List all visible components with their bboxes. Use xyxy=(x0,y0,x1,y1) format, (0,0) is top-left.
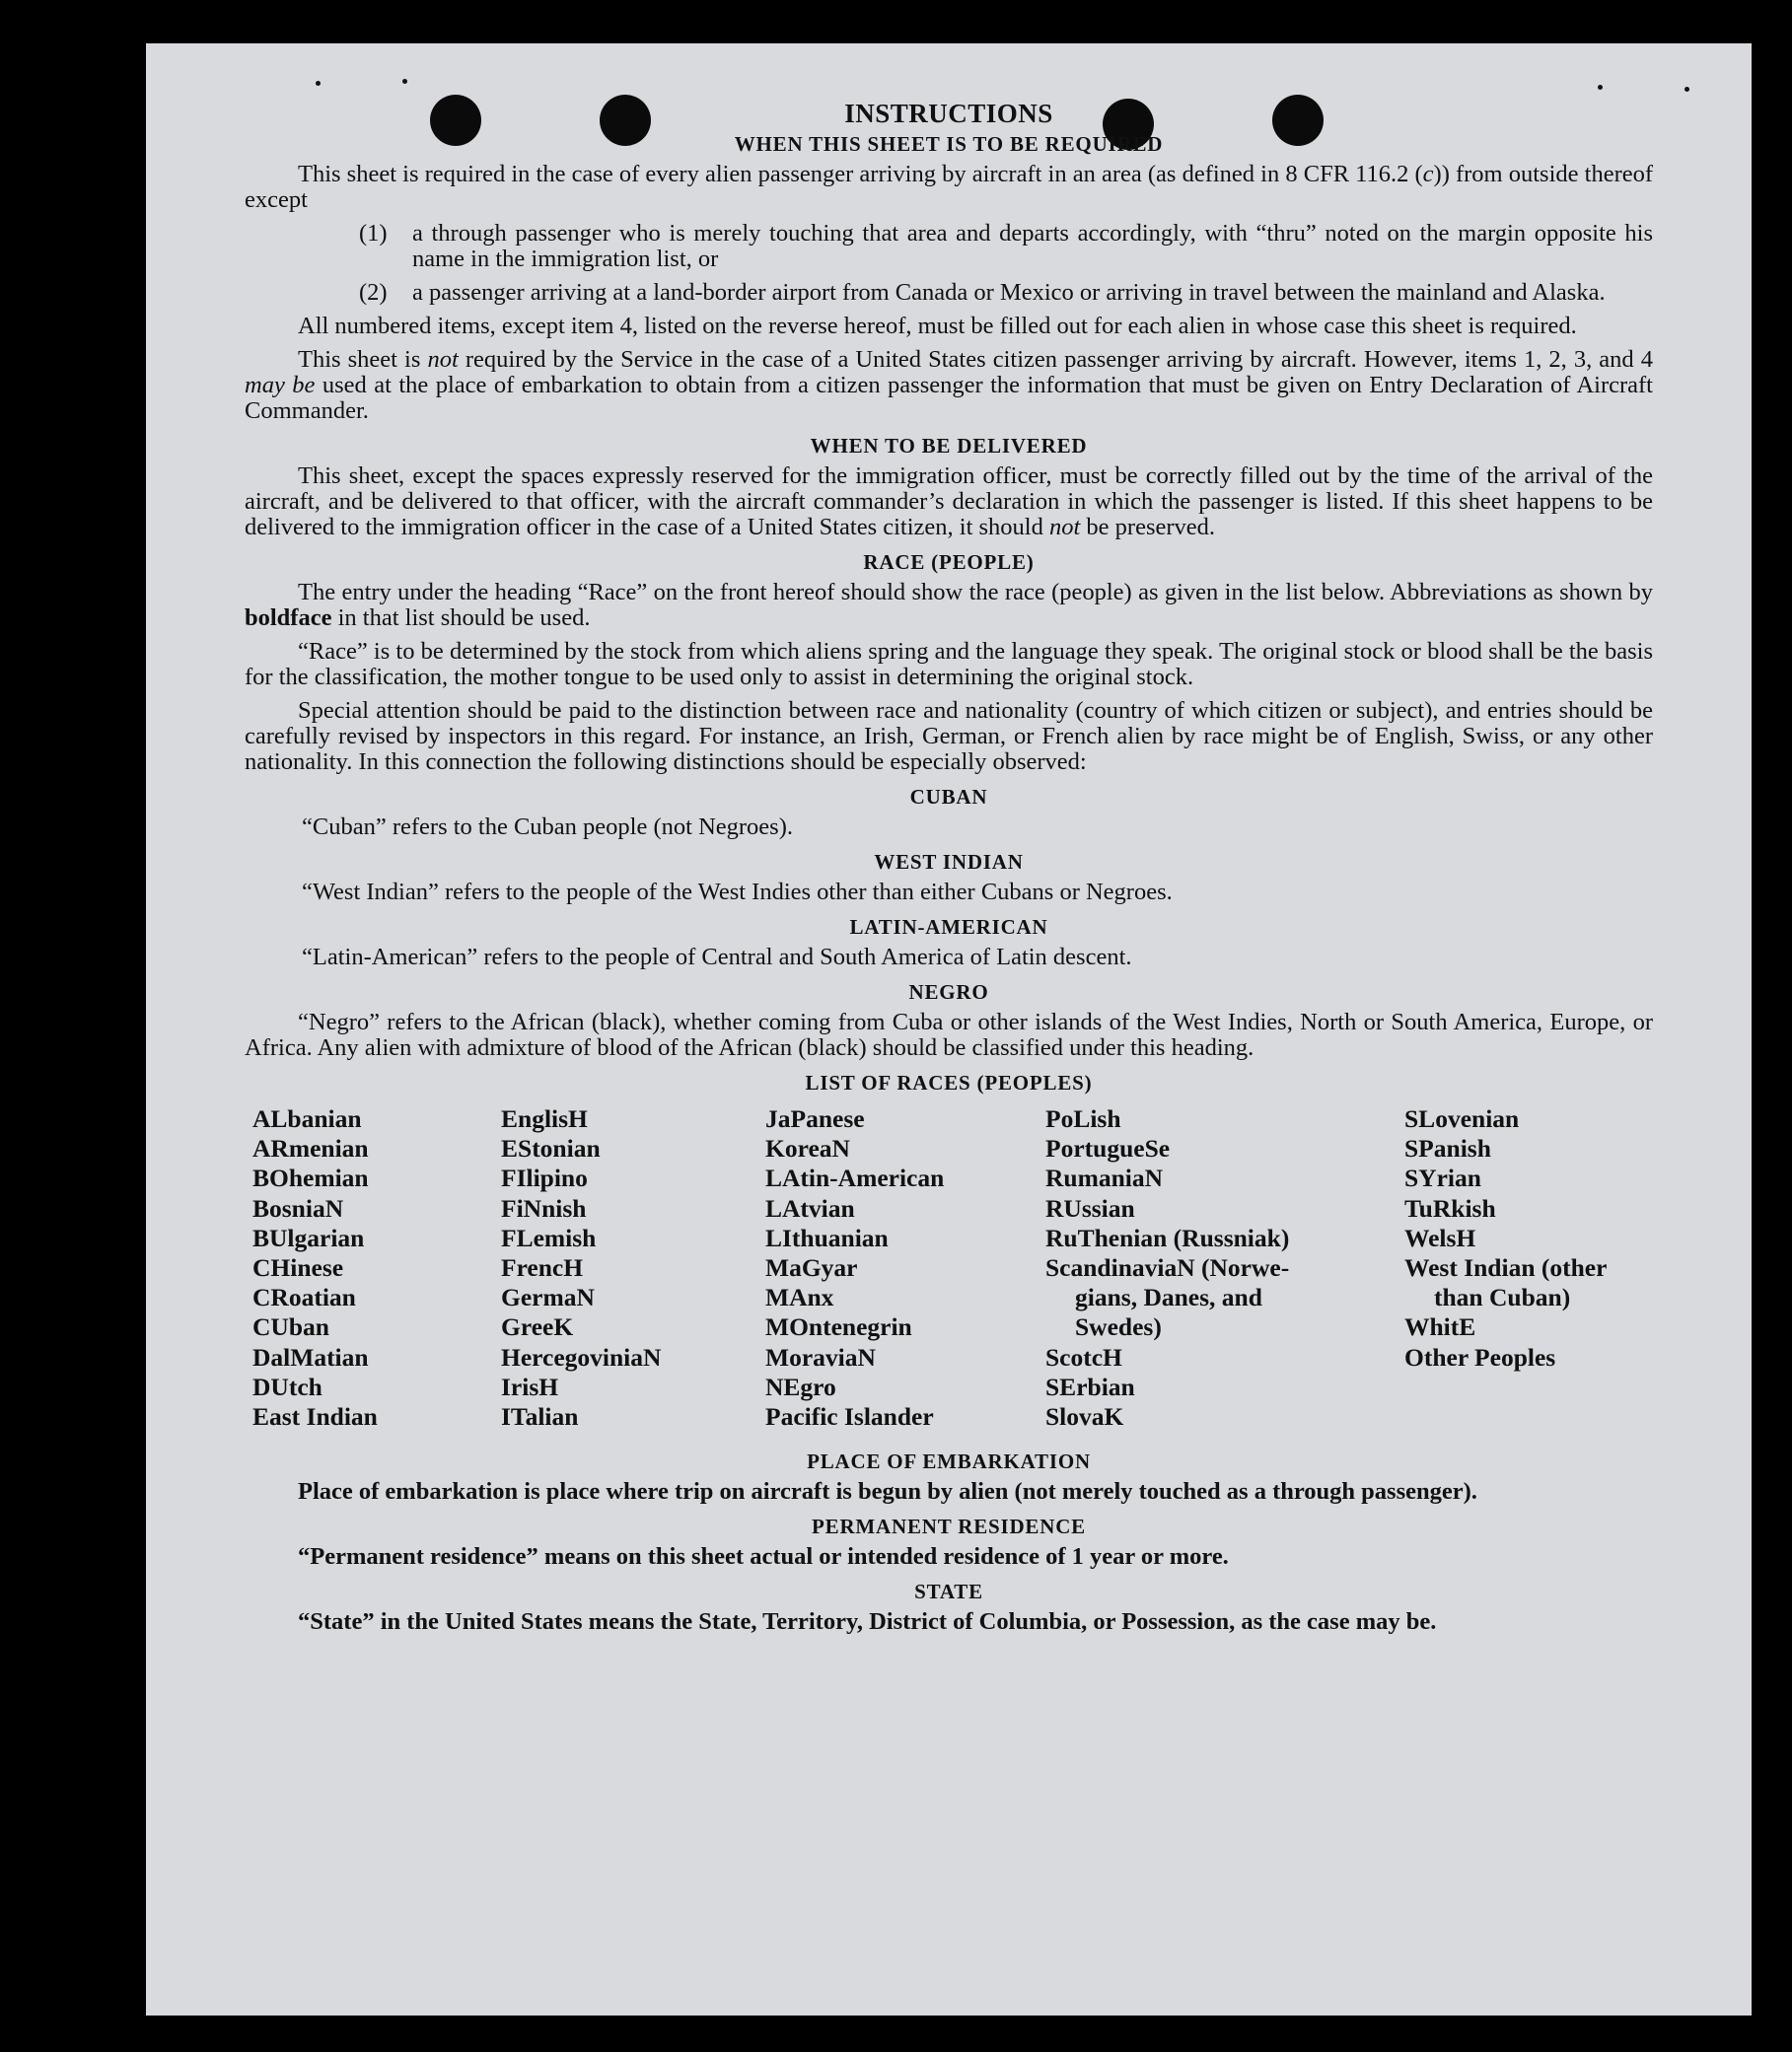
race-entry: CUban xyxy=(252,1312,329,1342)
paragraph: This sheet is not required by the Service in the case of a United States citizen passenger arriving by aircraft. However, items 1, 2, 3, and 4 may be used at the place of embarkation to obtain from a citizen passenger the information that must be given on Entry Declaration of Aircraft Commander. xyxy=(245,346,1654,424)
race-entry: CHinese xyxy=(252,1253,344,1283)
race-entry: CRoatian xyxy=(252,1283,356,1312)
race-entry: ScotcH xyxy=(1045,1342,1122,1372)
race-entry: GreeK xyxy=(501,1312,574,1342)
race-entry: WhitE xyxy=(1404,1312,1476,1342)
race-entry: IrisH xyxy=(501,1372,559,1401)
race-entry: EStonian xyxy=(501,1134,601,1164)
race-entry: KoreaN xyxy=(765,1134,850,1164)
paragraph: The entry under the heading “Race” on the front hereof should show the race (people) as given in the list below. Abbreviations as shown by boldface in that list should be used. xyxy=(245,579,1653,631)
race-entry: FIlipino xyxy=(501,1164,588,1193)
race-entry: DUtch xyxy=(252,1372,323,1401)
race-entry: WelsH xyxy=(1404,1223,1476,1252)
race-entry: JaPanese xyxy=(765,1104,865,1133)
list-item: (1) a through passenger who is merely touching that area and departs accordingly, with “thru” noted on the margin opposite his name in the immigration list, or xyxy=(359,220,1653,272)
race-entry: TuRkish xyxy=(1404,1193,1496,1223)
race-entry: ITalian xyxy=(501,1402,579,1432)
paragraph: “State” in the United States means the State, Territory, District of Columbia, or Possession, as the case may be. xyxy=(298,1608,1437,1635)
race-entry: RuThenian (Russniak) xyxy=(1045,1223,1290,1252)
race-entry: NEgro xyxy=(765,1372,836,1401)
race-entry: FrencH xyxy=(501,1253,584,1283)
race-entry: HercegoviniaN xyxy=(501,1342,662,1372)
race-entry: FLemish xyxy=(501,1223,597,1252)
race-entry: MoraviaN xyxy=(765,1342,876,1372)
race-entry: Swedes) xyxy=(1075,1312,1162,1342)
race-column xyxy=(1045,1104,1331,1432)
race-entry: SYrian xyxy=(1404,1164,1481,1193)
race-list xyxy=(245,1104,1653,1440)
race-entry: RumaniaN xyxy=(1045,1164,1164,1193)
paragraph: “Latin-American” refers to the people of Central and South America of Latin descent. xyxy=(302,944,1132,970)
race-entry: LIthuanian xyxy=(765,1223,889,1252)
race-entry: LAtvian xyxy=(765,1193,855,1223)
paragraph: “Negro” refers to the African (black), whether coming from Cuba or other islands of the West Indies, North or South America, Europe, or Africa. Any alien with admixture of blood of the African (black) should be classified under this heading. xyxy=(245,1009,1653,1061)
paragraph: This sheet, except the spaces expressly reserved for the immigration officer, must be correctly filled out by the time of the arrival of the aircraft, and be delivered to that officer, with the aircraft commander’s declaration in which the passenger is listed. If this sheet happens to be delivered to the immigration officer in the case of a United States citizen, it should not be preserved. xyxy=(245,462,1653,540)
section-heading: WEST INDIAN xyxy=(874,850,1024,874)
race-entry: BosniaN xyxy=(252,1193,344,1223)
paragraph: “Race” is to be determined by the stock from which aliens spring and the language they speak. The original stock or blood shall be the basis for the classification, the mother tongue to be used only to assist in determining the original stock. xyxy=(245,638,1653,690)
race-column xyxy=(501,1104,661,1432)
section-heading: LIST OF RACES (PEOPLES) xyxy=(805,1071,1093,1095)
race-entry: Other Peoples xyxy=(1404,1342,1556,1372)
page-title: INSTRUCTIONS xyxy=(844,99,1053,128)
paragraph: “West Indian” refers to the people of the West Indies other than either Cubans or Negroes. xyxy=(302,879,1173,905)
race-column xyxy=(765,1104,944,1432)
section-heading: NEGRO xyxy=(908,980,989,1004)
race-column xyxy=(1404,1104,1657,1373)
section-heading: CUBAN xyxy=(909,785,988,809)
race-entry: PortugueSe xyxy=(1045,1134,1171,1164)
section-heading: RACE (PEOPLE) xyxy=(863,550,1035,574)
section-heading: PLACE OF EMBARKATION xyxy=(807,1450,1091,1473)
race-entry: RUssian xyxy=(1045,1193,1135,1223)
paragraph: “Permanent residence” means on this sheet actual or intended residence of 1 year or more. xyxy=(298,1543,1229,1570)
race-entry: MAnx xyxy=(765,1283,834,1312)
race-entry: SlovaK xyxy=(1045,1402,1124,1432)
paragraph: This sheet is required in the case of every alien passenger arriving by aircraft in an area (as defined in 8 CFR 116.2 (c)) from outside thereof except xyxy=(245,161,1654,213)
paragraph: “Cuban” refers to the Cuban people (not Negroes). xyxy=(302,814,793,840)
document-page xyxy=(146,43,1752,2016)
speck xyxy=(1684,87,1689,92)
race-entry: DalMatian xyxy=(252,1342,369,1372)
race-entry: BUlgarian xyxy=(252,1223,365,1252)
section-heading: WHEN THIS SHEET IS TO BE REQUIRED xyxy=(734,132,1164,156)
race-entry: ScandinaviaN (Norwe- xyxy=(1045,1253,1290,1283)
paragraph: Place of embarkation is place where trip on aircraft is begun by alien (not merely touched as a through passenger). xyxy=(298,1478,1477,1505)
race-entry: FiNnish xyxy=(501,1193,587,1223)
race-entry: ARmenian xyxy=(252,1134,369,1164)
list-item: (2) a passenger arriving at a land-border airport from Canada or Mexico or arriving in travel between the mainland and Alaska. xyxy=(359,279,1606,306)
race-entry: East Indian xyxy=(252,1402,378,1432)
race-entry: ALbanian xyxy=(252,1104,362,1133)
instructions-content xyxy=(245,99,1653,1643)
section-heading: WHEN TO BE DELIVERED xyxy=(810,434,1088,458)
paragraph: Special attention should be paid to the distinction between race and nationality (country of which citizen or subject), and entries should be carefully revised by inspectors in this regard. For instance, an Irish, German, or French alien by race might be of English, Swiss, or any other nationality. In this connection the following distinctions should be especially observed: xyxy=(245,697,1653,775)
race-entry: West Indian (other xyxy=(1404,1253,1608,1283)
speck xyxy=(316,81,321,86)
race-entry: PoLish xyxy=(1045,1104,1121,1133)
section-heading: PERMANENT RESIDENCE xyxy=(812,1515,1086,1538)
race-entry: MOntenegrin xyxy=(765,1312,912,1342)
paragraph: All numbered items, except item 4, listed on the reverse hereof, must be filled out for each alien in whose case this sheet is required. xyxy=(298,313,1577,339)
race-column xyxy=(252,1104,378,1432)
section-heading: STATE xyxy=(914,1580,983,1603)
race-entry: SLovenian xyxy=(1404,1104,1520,1133)
race-entry: LAtin-American xyxy=(765,1164,945,1193)
race-entry: than Cuban) xyxy=(1434,1283,1571,1312)
race-entry: GermaN xyxy=(501,1283,595,1312)
speck xyxy=(1598,85,1603,90)
race-entry: Pacific Islander xyxy=(765,1402,934,1432)
race-entry: MaGyar xyxy=(765,1253,858,1283)
race-entry: SErbian xyxy=(1045,1372,1135,1401)
race-entry: gians, Danes, and xyxy=(1075,1283,1262,1312)
race-entry: EnglisH xyxy=(501,1104,588,1133)
race-entry: SPanish xyxy=(1404,1134,1491,1164)
race-entry: BOhemian xyxy=(252,1164,369,1193)
speck xyxy=(402,79,407,84)
section-heading: LATIN-AMERICAN xyxy=(849,915,1048,939)
